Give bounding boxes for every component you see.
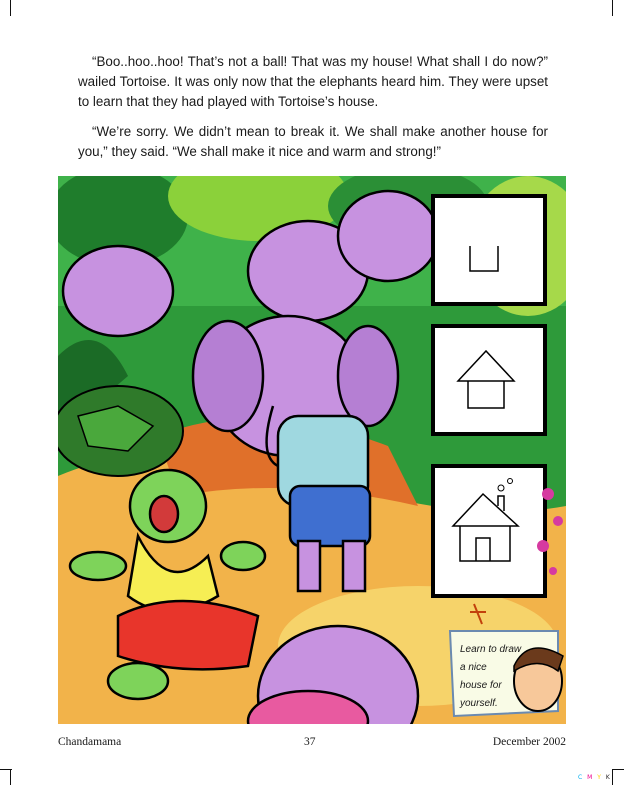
caption-line-4: yourself.	[460, 698, 498, 709]
story-paragraph-2: “We’re sorry. We didn’t mean to break it. We shall make another house for you,” they said. “We shall make it nice and warm and strong!”	[78, 124, 548, 159]
issue-date: December 2002	[492, 736, 566, 748]
caption-card	[450, 631, 563, 716]
crop-mark-top-left-v	[10, 0, 11, 16]
crop-mark-bottom-left-h	[0, 769, 12, 770]
crop-mark-top-right-v	[612, 0, 613, 16]
caption-line-2: a nice	[460, 662, 487, 673]
page-number: 37	[304, 736, 316, 748]
registration-k: K	[605, 774, 611, 781]
caption-line-1: Learn to draw	[460, 644, 522, 655]
crop-mark-bottom-right-h	[612, 769, 624, 770]
registration-marks	[578, 774, 612, 781]
page-footer	[58, 736, 566, 752]
house-drawing-steps	[433, 196, 545, 596]
registration-c: C	[578, 774, 584, 781]
publication-name: Chandamama	[58, 736, 122, 748]
crop-mark-bottom-left-v	[10, 770, 11, 785]
story-paragraph-1: “Boo..hoo..hoo! That’s not a ball! That was my house! What shall I do now?” wailed Tortoise. It was only now that the elephants heard him. They were upset to learn that they had played with Tortoise’s house.	[78, 54, 548, 109]
registration-y: Y	[597, 774, 602, 781]
registration-m: M	[587, 774, 594, 781]
story-text	[78, 52, 548, 172]
crop-mark-bottom-right-v	[612, 770, 613, 785]
story-illustration	[58, 176, 566, 724]
caption-line-3: house for	[460, 680, 502, 691]
